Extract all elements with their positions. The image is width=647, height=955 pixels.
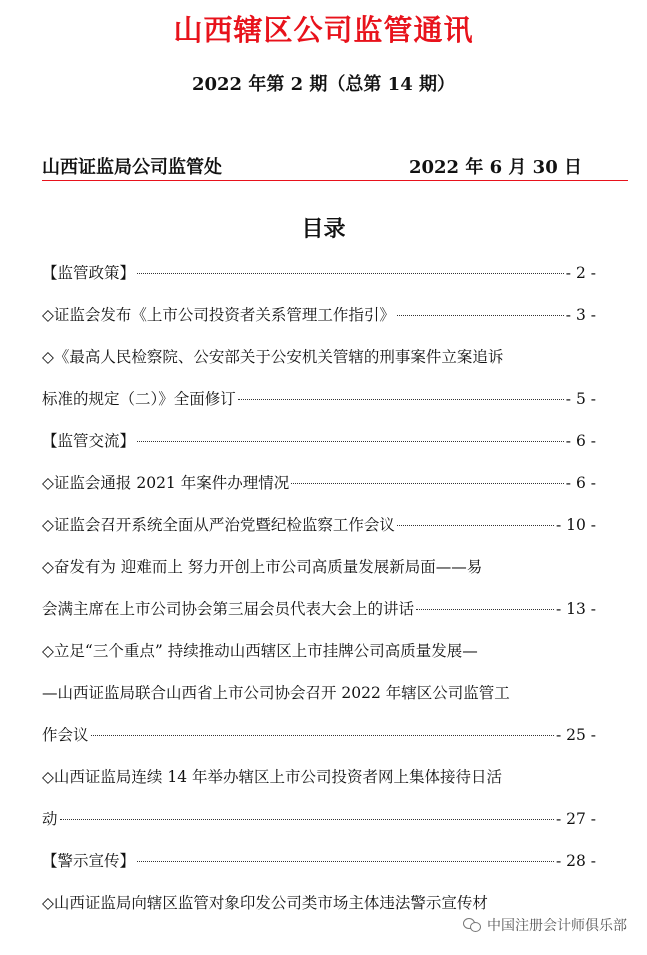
header-rule: [42, 180, 628, 181]
toc-entry-text: 标准的规定（二）》全面修订: [42, 390, 236, 408]
issue-number: 2022 年第 2 期（总第 14 期）: [191, 74, 455, 95]
toc-entry-text: ◇山西证监局连续 14 年举办辖区上市公司投资者网上集体接待日活: [42, 768, 502, 786]
toc-page-number: - 5 -: [565, 390, 596, 408]
toc-leader-dots: [238, 399, 564, 400]
toc-entry-text: 动: [42, 810, 58, 828]
toc-entry[interactable]: [42, 504, 596, 546]
toc-leader-dots: [137, 861, 554, 862]
watermark-text: 中国注册会计师俱乐部: [487, 918, 627, 934]
toc-leader-dots: [137, 441, 564, 442]
toc-entry-text: —山西证监局联合山西省上市公司协会召开 2022 年辖区公司监管工: [42, 684, 510, 702]
toc-entry[interactable]: [42, 420, 596, 462]
toc-leader-dots: [397, 525, 554, 526]
toc-page-number: - 6 -: [565, 432, 596, 450]
toc-entry-text: 会满主席在上市公司协会第三届会员代表大会上的讲话: [42, 600, 415, 618]
toc-leader-dots: [416, 609, 554, 610]
toc-entry[interactable]: [42, 336, 596, 420]
toc-entry-text: 【监管政策】: [42, 264, 136, 282]
toc-entry-text: ◇山西证监局向辖区监管对象印发公司类市场主体违法警示宣传材: [42, 894, 488, 912]
toc-entry[interactable]: [42, 252, 596, 294]
issue-date: 2022 年 6 月 30 日: [408, 157, 582, 178]
toc-page-number: - 27 -: [555, 810, 596, 828]
toc-leader-dots: [137, 273, 564, 274]
toc-entry-text: ◇奋发有为 迎难而上 努力开创上市公司高质量发展新局面——易: [42, 558, 483, 576]
toc-leader-dots: [91, 735, 554, 736]
toc-entry[interactable]: [42, 546, 596, 630]
wechat-icon: [463, 918, 481, 932]
toc-entry-text: ◇立足“三个重点” 持续推动山西辖区上市挂牌公司高质量发展—: [42, 642, 478, 660]
toc-entry-text: ◇证监会召开系统全面从严治党暨纪检监察工作会议: [42, 516, 395, 534]
toc-page-number: - 25 -: [555, 726, 596, 744]
toc-leader-dots: [291, 483, 564, 484]
table-of-contents: [42, 252, 596, 924]
toc-entry[interactable]: [42, 630, 596, 756]
toc-leader-dots: [60, 819, 554, 820]
watermark: [463, 915, 627, 935]
toc-page-number: - 13 -: [555, 600, 596, 618]
toc-entry-text: 【警示宣传】: [42, 852, 136, 870]
document-title: 山西辖区公司监管通讯: [173, 13, 474, 47]
toc-entry[interactable]: [42, 840, 596, 882]
toc-entry-text: 作会议: [42, 726, 89, 744]
toc-page-number: - 3 -: [565, 306, 596, 324]
toc-entry-text: ◇证监会发布《上市公司投资者关系管理工作指引》: [42, 306, 395, 324]
issuing-office: 山西证监局公司监管处: [42, 157, 222, 178]
toc-page-number: - 10 -: [555, 516, 596, 534]
toc-entry[interactable]: [42, 294, 596, 336]
toc-entry-text: ◇《最高人民检察院、公安部关于公安机关管辖的刑事案件立案追诉: [42, 348, 504, 366]
toc-page-number: - 2 -: [565, 264, 596, 282]
toc-entry[interactable]: [42, 462, 596, 504]
toc-page-number: - 28 -: [555, 852, 596, 870]
toc-entry-text: 【监管交流】: [42, 432, 136, 450]
toc-leader-dots: [397, 315, 564, 316]
toc-heading: 目录: [301, 217, 346, 242]
toc-page-number: - 6 -: [565, 474, 596, 492]
toc-entry-text: ◇证监会通报 2021 年案件办理情况: [42, 474, 290, 492]
toc-entry[interactable]: [42, 756, 596, 840]
